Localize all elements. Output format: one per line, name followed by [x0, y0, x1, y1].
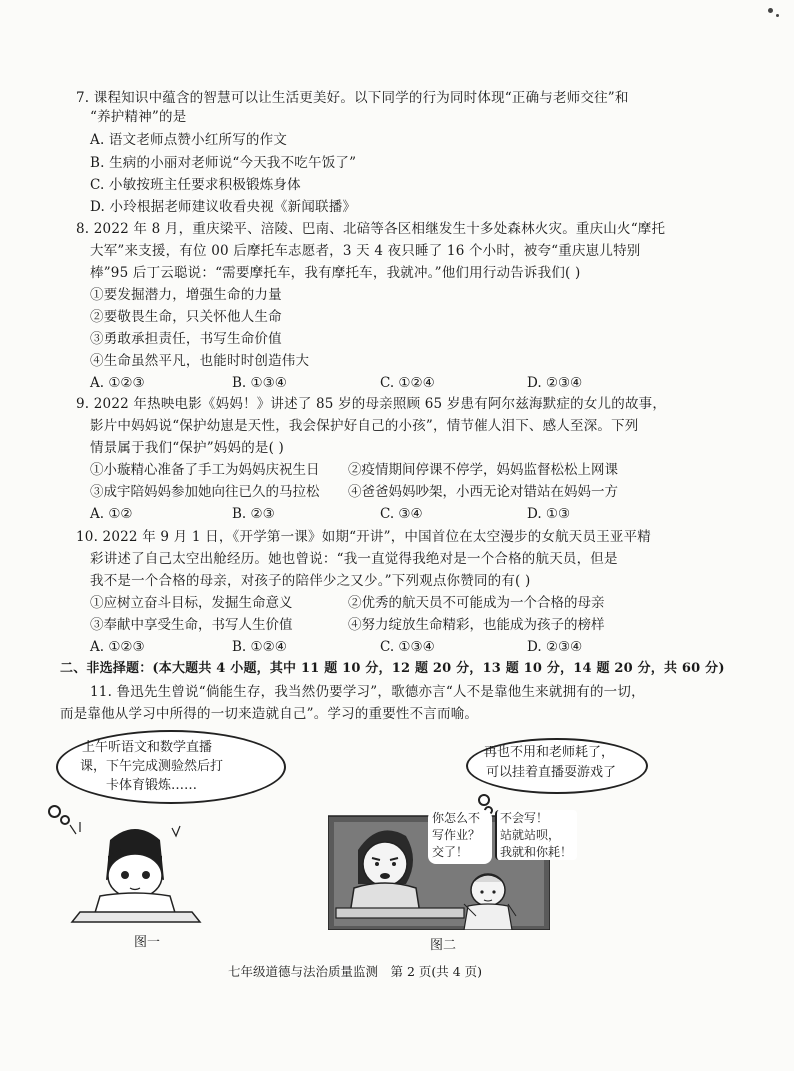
- choice-c: C. ③④: [380, 506, 423, 522]
- bubble-text: 可以挂着直播耍游戏了: [486, 765, 617, 780]
- statement: ④生命虽然平凡，也能时时创造伟大: [90, 353, 310, 369]
- speech-text: 站就站呗，: [500, 828, 561, 842]
- choice-b: B. ②③: [232, 506, 275, 522]
- choice-a: A. ①②: [90, 506, 133, 522]
- speech-text: 不会写！: [500, 811, 549, 825]
- statement: ④爸爸妈妈吵架，小西无论对错站在妈妈一方: [348, 484, 618, 500]
- page-footer: 七年级道德与法治质量监测 第 2 页(共 4 页): [228, 964, 483, 979]
- figure-caption: 图一: [134, 935, 161, 950]
- scan-mark: [776, 14, 779, 17]
- bubble-text: 再也不用和老师耗了，: [484, 745, 615, 760]
- choice-row: [90, 505, 710, 523]
- choice-b: B. ①③④: [232, 375, 287, 391]
- answer-option: C. 小敏按班主任要求积极锻炼身体: [90, 177, 301, 193]
- choice-c: C. ①②④: [380, 375, 435, 391]
- thought-bubble-dot: [48, 805, 61, 818]
- speech-text: 交了！: [432, 845, 469, 859]
- statement: ②要敬畏生命，只关怀他人生命: [90, 309, 282, 325]
- statement: ③奉献中享受生命，书写人生价值: [90, 617, 293, 633]
- statement: ③勇敢承担责任，书写生命价值: [90, 331, 282, 347]
- answer-option: D. 小玲根据老师建议收看央视《新闻联播》: [90, 199, 357, 215]
- question-text: 10. 2022 年 9 月 1 日，《开学第一课》如期“开讲”，中国首位在太空漫步的女航天员王亚平精: [76, 529, 652, 545]
- speech-text: 我就和你耗！: [500, 845, 573, 859]
- statement-row: [90, 483, 710, 501]
- girl-studying-illustration: [60, 820, 210, 925]
- question-text: 11. 鲁迅先生曾说“倘能生存，我当然仍要学习”，歌德亦言“人不是靠他生来就拥有的一切，: [90, 684, 645, 700]
- question-text: 8. 2022 年 8 月，重庆梁平、涪陵、巴南、北碚等各区相继发生十多处森林火灾。重庆山火“摩托: [76, 221, 666, 237]
- statement: ②疫情期间停课不停学，妈妈监督松松上网课: [348, 462, 618, 478]
- question-text: 7. 课程知识中蕴含的智慧可以让生活更美好。以下同学的行为同时体现“正确与老师交往”和: [76, 90, 629, 106]
- question-text: 9. 2022 年热映电影《妈妈！》讲述了 85 岁的母亲照顾 65 岁患有阿尔兹海默症的女儿的故事，: [76, 396, 667, 412]
- statement-row: [90, 461, 710, 479]
- choice-d: D. ②③④: [527, 639, 583, 655]
- choice-d: D. ②③④: [527, 375, 583, 391]
- question-text: 情景属于我们“保护”妈妈的是( ): [90, 440, 285, 456]
- thought-bubble-dot: [478, 794, 490, 806]
- bubble-text: 课，下午完成测验然后打: [80, 759, 224, 774]
- question-text: 棒”95 后丁云聪说：“需要摩托车，我有摩托车，我就冲。”他们用行动告诉我们( ): [90, 265, 581, 281]
- question-text: 而是靠他从学习中所得的一切来造就自己”。学习的重要性不言而喻。: [60, 706, 479, 722]
- statement: ②优秀的航天员不可能成为一个合格的母亲: [348, 595, 605, 611]
- choice-a: A. ①②③: [90, 639, 145, 655]
- choice-row: [90, 374, 710, 392]
- section-heading: 二、非选择题：(本大题共 4 小题，其中 11 题 10 分，12 题 20 分，13 题 10 分，14 题 20 分，共 60 分): [60, 661, 725, 676]
- choice-b: B. ①②④: [232, 639, 287, 655]
- bubble-text: 卡体育锻炼……: [106, 778, 198, 793]
- choice-a: A. ①②③: [90, 375, 145, 391]
- statement: ③成宇陪妈妈参加她向往已久的马拉松: [90, 484, 320, 500]
- statement: ①要发掘潜力，增强生命的力量: [90, 287, 282, 303]
- choice-c: C. ①③④: [380, 639, 435, 655]
- choice-row: [90, 638, 710, 656]
- question-text: 我不是一个合格的母亲，对孩子的陪伴少之又少。”下列观点你赞同的有( ): [90, 573, 531, 589]
- statement: ①应树立奋斗目标，发掘生命意义: [90, 595, 293, 611]
- statement-row: [90, 616, 710, 634]
- speech-text: 你怎么不: [432, 811, 481, 825]
- statement-row: [90, 594, 710, 612]
- answer-option: B. 生病的小丽对老师说“今天我不吃午饭了”: [90, 155, 357, 171]
- question-text: 大军”来支援，有位 00 后摩托车志愿者，3 天 4 夜只睡了 16 个小时，被夸“重庆崽儿特别: [90, 243, 641, 259]
- question-text: 彩讲述了自己太空出舱经历。她也曾说：“我一直觉得我绝对是一个合格的航天员，但是: [90, 551, 618, 567]
- figure-caption: 图二: [430, 938, 457, 953]
- choice-d: D. ①③: [527, 506, 571, 522]
- question-text: “养护精神”的是: [90, 109, 187, 125]
- answer-option: A. 语文老师点赞小红所写的作文: [90, 132, 288, 148]
- statement: ④努力绽放生命精彩，也能成为孩子的榜样: [348, 617, 605, 633]
- scan-mark: [768, 8, 773, 13]
- question-text: 影片中妈妈说“保护幼崽是天性，我会保护好自己的小孩”，情节催人泪下、感人至深。下列: [90, 418, 639, 434]
- bubble-text: 上午听语文和数学直播: [82, 740, 213, 755]
- statement: ①小璇精心准备了手工为妈妈庆祝生日: [90, 462, 320, 478]
- speech-text: 写作业？: [432, 828, 481, 842]
